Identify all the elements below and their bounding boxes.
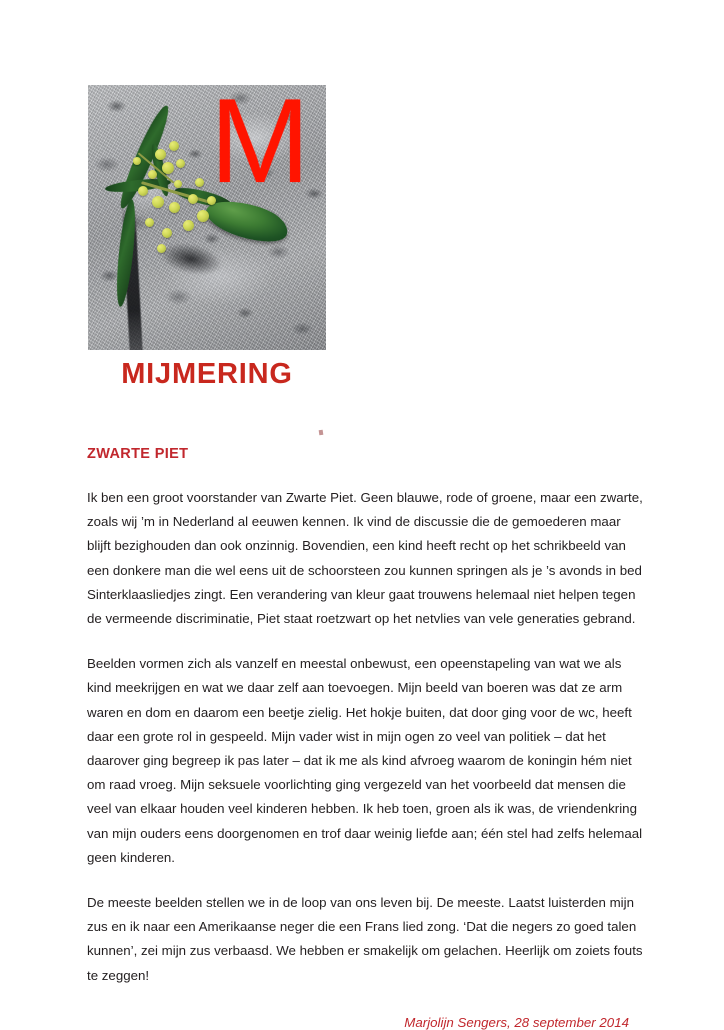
article-paragraph: Ik ben een groot voorstander van Zwarte Piet. Geen blauwe, rode of groene, maar een zwarte, zoals wij ’m in Nederland al eeuwen kennen. Ik vind de discussie die de gemoederen maar blijft bezighouden dan ook onzinnig. Bovendien, een kind heeft recht op het schrikbeeld van een donkere man die wel eens uit de schoorsteen zou kunnen springen als je ’s avonds in bed Sinterklaasliedjes zingt. Een verandering van kleur gaat trouwens helemaal niet helpen tegen de vermeende discriminatie, Piet staat roetzwart op het netvlies van vele generaties gebrand.	[87, 490, 643, 627]
flower-bud-icon	[138, 186, 148, 196]
mijmering-logo	[88, 85, 326, 391]
article-paragraph: Beelden vormen zich als vanzelf en meestal onbewust, een opeenstapeling van wat we als kind meekrijgen en wat we daar zelf aan toevoegen. Mijn beeld van boeren was dat ze arm waren en dom en daarom een beetje zielig. Het hokje buiten, dat door ging voor de wc, heeft daar een grote rol in gespeeld. Mijn vader wist in mijn ogen zo veel van politiek – dat het daarover ging begreep ik pas later – dat ik me als kind afvroeg waarom de koningin hém niet om raad vroeg. Mijn seksuele voorlichting ging vergezeld van het voorbeeld dat mensen die veel van elkaar houden veel kinderen hebben. Ik heb toen, groen als ik was, de vriendenkring van mijn ouders eens doorgenomen en trof daar weinig liefde aan; één stel had zelfs helemaal geen kinderen.	[87, 656, 643, 865]
stray-mark-artifact	[319, 430, 324, 436]
article-title: ZWARTE PIET	[87, 446, 189, 462]
flower-bud-icon	[145, 218, 154, 227]
flower-bud-icon	[195, 178, 204, 187]
flower-bud-icon	[197, 210, 209, 222]
flower-bud-icon	[162, 228, 172, 238]
flower-bud-icon	[162, 162, 174, 174]
flower-bud-icon	[169, 202, 180, 213]
logo-wordmark: MIJMERING	[121, 358, 293, 390]
flower-bud-icon	[148, 170, 157, 179]
flower-bud-icon	[133, 157, 141, 165]
article-paragraph: De meeste beelden stellen we in de loop van ons leven bij. De meeste. Laatst luisterden mijn zus en ik naar een Amerikaanse neger die een Frans lied zong. ‘Dat die negers zo goed talen kunnen’, zei mijn zus verbaasd. We hebben er smakelijk om gelachen. Heerlijk om zoiets fouts te zeggen!	[87, 895, 643, 983]
article-signature: Marjolijn Sengers, 28 september 2014	[404, 1014, 629, 1030]
flower-bud-icon	[157, 244, 166, 253]
logo-monogram-m: M	[210, 85, 308, 208]
flower-bud-icon	[188, 194, 198, 204]
flower-bud-icon	[169, 141, 179, 151]
article-body	[87, 446, 643, 1030]
flower-bud-icon	[155, 149, 166, 160]
logo-photograph	[88, 85, 326, 350]
